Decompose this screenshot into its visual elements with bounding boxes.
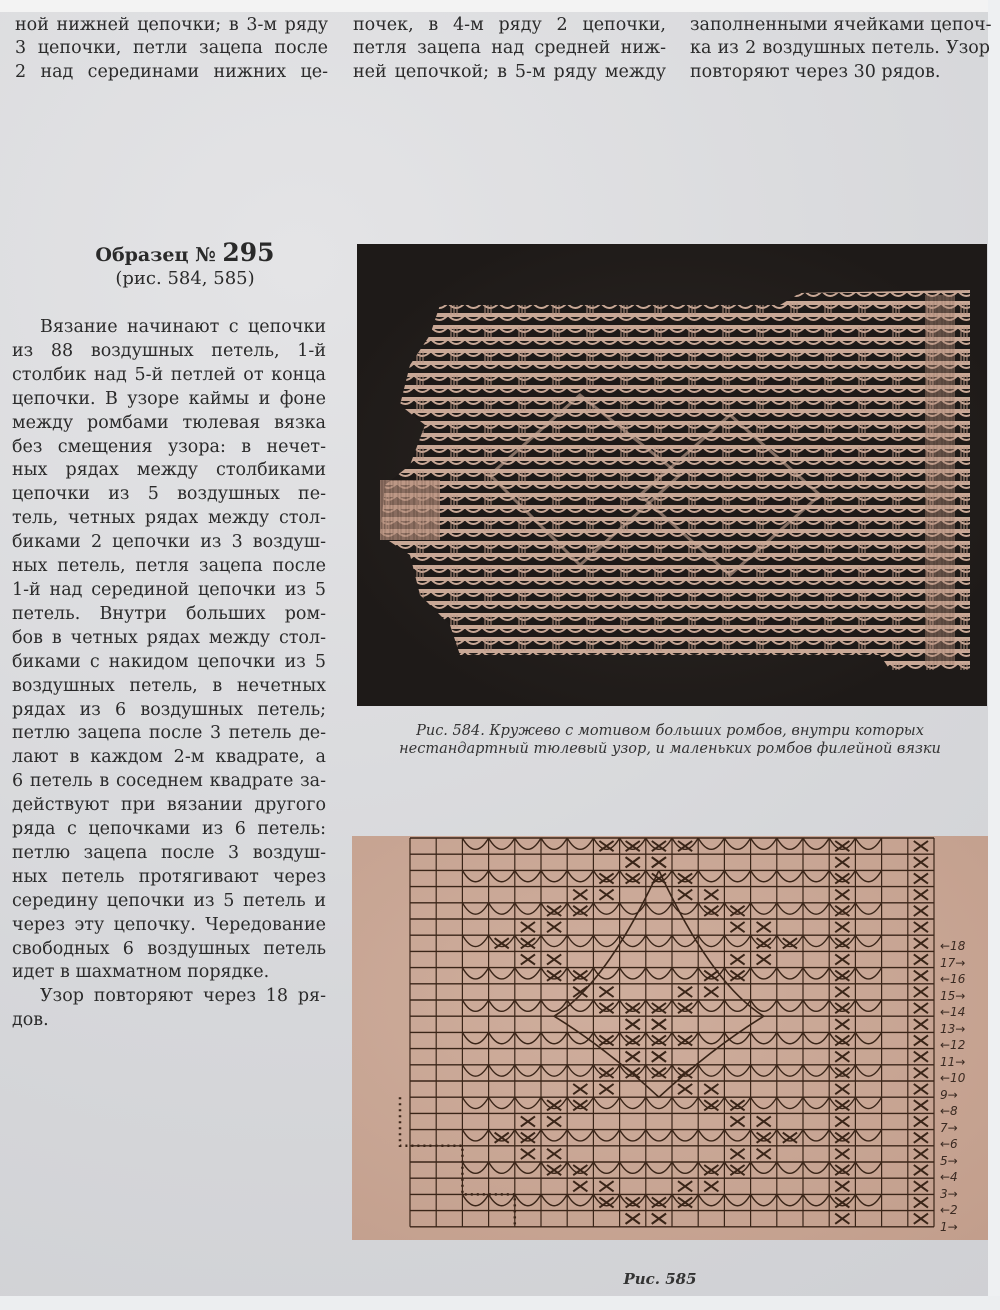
text-line: лают в каждом 2-м квадрате, а bbox=[12, 747, 326, 768]
chart-row-label: ←6 bbox=[940, 1137, 958, 1151]
figure-585-caption: Рис. 585 bbox=[623, 1270, 697, 1288]
chart-row-label: 9→ bbox=[940, 1087, 958, 1102]
text-line: 6 петель в соседнем квадрате за- bbox=[12, 771, 326, 792]
caption-line: нестандартный тюлевый узор, и маленьких ромбов филейной вязки bbox=[399, 741, 941, 757]
text-line: ных петель, петля зацепа после bbox=[12, 556, 326, 577]
sample-heading bbox=[60, 240, 310, 290]
text-line: Вязание начинают с цепочки bbox=[40, 317, 326, 337]
text-line: петля зацепа над средней ниж- bbox=[353, 38, 666, 59]
text-line: бов в четных рядах между стол- bbox=[12, 627, 326, 648]
repeat-note-line: дов. bbox=[12, 1010, 49, 1031]
chart-row-label: 7→ bbox=[940, 1120, 958, 1135]
text-line: ряда с цепочками из 6 петель: bbox=[12, 819, 326, 840]
chart-row-label: ←4 bbox=[940, 1170, 958, 1184]
chart-row-label: 5→ bbox=[940, 1153, 958, 1168]
chart-row-label: ←18 bbox=[940, 939, 966, 953]
text-line: воздушных петель, в нечетных bbox=[12, 675, 326, 696]
caption-line: Рис. 584. Кружево с мотивом больших ромбов, внутри которых bbox=[416, 723, 924, 739]
text-line: идет в шахматном порядке. bbox=[12, 962, 270, 983]
text-line: 1-й над серединой цепочки из 5 bbox=[12, 579, 326, 600]
page-right-margin bbox=[988, 0, 1000, 1310]
chart-row-label: 11→ bbox=[940, 1054, 966, 1069]
sample-figure-refs: (рис. 584, 585) bbox=[115, 268, 255, 289]
text-line: цепочки из 5 воздушных пе- bbox=[12, 484, 326, 505]
chart-row-label: 15→ bbox=[940, 988, 966, 1003]
text-line: повторяют через 30 рядов. bbox=[690, 61, 941, 82]
text-line: через эту цепочку. Чередование bbox=[12, 914, 326, 935]
text-line: биками 2 цепочки из 3 воздуш- bbox=[12, 532, 326, 553]
text-line: цепочки. В узоре каймы и фоне bbox=[12, 388, 326, 409]
chart-row-label: ←8 bbox=[940, 1104, 958, 1118]
continued-text-column-1 bbox=[15, 14, 328, 84]
sample-title bbox=[60, 240, 310, 268]
chart-row-label: 1→ bbox=[940, 1219, 958, 1234]
sample-number: 295 bbox=[222, 238, 275, 267]
text-line: заполненными ячейками цепоч- bbox=[690, 15, 992, 35]
chart-row-label: ←2 bbox=[940, 1203, 958, 1217]
text-line: ней цепочкой; в 5-м ряду между bbox=[353, 61, 666, 82]
text-line: ных рядах между столбиками bbox=[12, 460, 326, 481]
page-bottom-margin bbox=[0, 1296, 1000, 1310]
text-line: ной нижней цепочки; в 3-м ряду bbox=[15, 15, 328, 35]
text-line: действуют при вязании другого bbox=[12, 795, 326, 816]
figure-584-caption bbox=[365, 722, 975, 758]
continued-text-column-2 bbox=[353, 14, 666, 84]
chart-row-label: ←12 bbox=[940, 1038, 966, 1052]
text-line: рядах из 6 воздушных петель; bbox=[12, 699, 326, 720]
instructions-text bbox=[12, 316, 326, 1033]
text-line: петель. Внутри больших ром- bbox=[12, 603, 326, 624]
chart-row-label: ←10 bbox=[940, 1071, 966, 1085]
text-line: свободных 6 воздушных петель bbox=[12, 938, 326, 959]
sample-title-prefix: Образец № bbox=[95, 244, 216, 266]
chart-row-label: ←14 bbox=[940, 1005, 966, 1019]
chart-row-label: 3→ bbox=[940, 1186, 958, 1201]
chart-row-label: ←16 bbox=[940, 972, 966, 986]
text-line: без смещения узора: в нечет- bbox=[12, 436, 326, 457]
text-line: между ромбами тюлевая вязка bbox=[12, 412, 326, 433]
crochet-chart-diagram bbox=[352, 836, 988, 1240]
text-line: ка из 2 воздушных петель. Узор bbox=[690, 38, 990, 59]
text-line: петлю зацепа после 3 петель де- bbox=[12, 723, 326, 744]
continued-text-column-3 bbox=[690, 14, 990, 84]
text-line: ных петель протягивают через bbox=[12, 866, 326, 887]
text-line: петлю зацепа после 3 воздуш- bbox=[12, 842, 326, 863]
page-top-margin bbox=[0, 0, 1000, 12]
lace-photo-illustration bbox=[380, 275, 970, 675]
text-line: 3 цепочки, петли зацепа после bbox=[15, 38, 328, 59]
chart-row-label: 17→ bbox=[940, 955, 966, 970]
text-line: тель, четных рядах между стол- bbox=[12, 508, 326, 529]
text-line: 2 над серединами нижних це- bbox=[15, 61, 328, 82]
text-line: из 88 воздушных петель, 1-й bbox=[12, 340, 326, 361]
text-line: почек, в 4-м ряду 2 цепочки, bbox=[353, 15, 666, 35]
text-line: биками с накидом цепочки из 5 bbox=[12, 651, 326, 672]
chart-row-label: 13→ bbox=[940, 1021, 966, 1036]
text-line: середину цепочки из 5 петель и bbox=[12, 890, 326, 911]
text-line: столбик над 5-й петлей от конца bbox=[12, 364, 326, 385]
repeat-note-line: Узор повторяют через 18 ря- bbox=[40, 986, 326, 1007]
